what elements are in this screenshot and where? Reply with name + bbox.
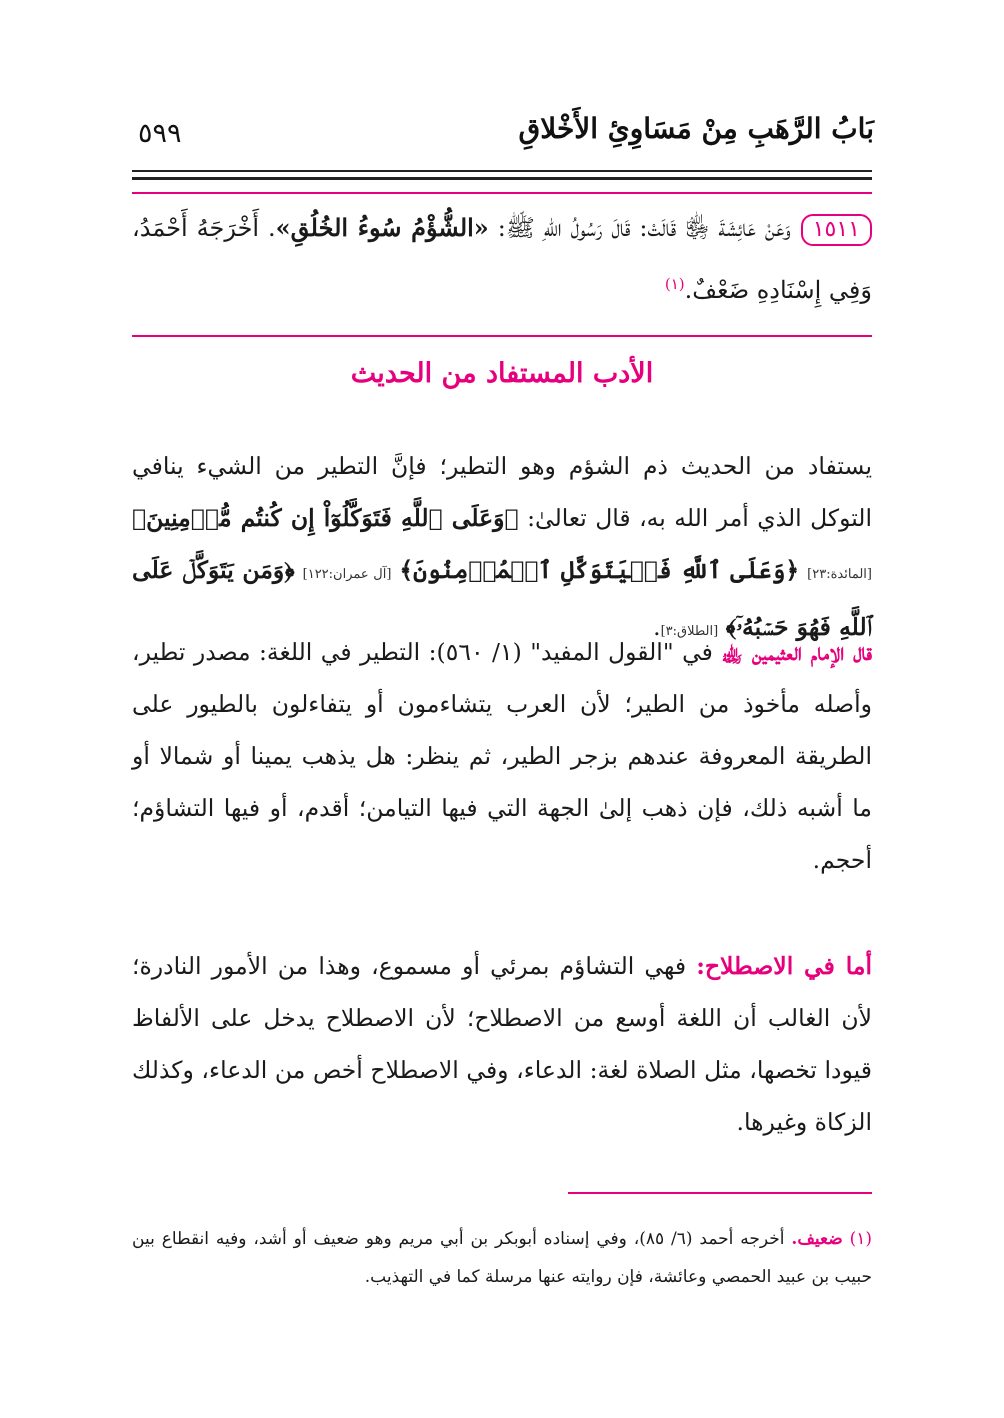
footnote-grade: ضعيف.: [791, 1229, 843, 1249]
paragraph-terminology-text: فهي التشاؤم بمرئي أو مسموع، وهذا من الأمور النادرة؛ لأن الغالب أن اللغة أوسع من الاصطلاح؛ لأن الاصطلاح يدخل على الألفاظ قيودا تخصها، مثل الصلاة لغة: الدعاء، وفي الاصطلاح أخص من الدعاء، وكذلك الزكاة وغيرها.: [132, 952, 872, 1136]
scholar-name: قال الإمام العثيمين ﵀: [721, 638, 872, 666]
quran-verse-2: ﴿وَعَلَى ٱللَّهِ فَلۡيَتَوَكَّلِ ٱلۡمُؤۡمِنُونَ﴾: [399, 556, 800, 584]
paragraph-end-dot: .: [653, 613, 661, 641]
terminology-lead: أما في الاصطلاح:: [696, 952, 872, 980]
footnote-text: أخرجه أحمد (٦/ ٨٥)، وفي إسناده أبوبكر بن أبي مريم وهو ضعيف أو أشد، وفيه انقطاع بين حبيب بن عبيد الحمصي وعائشة، فإن روايته عنها مرسلة كما في التهذيب.: [132, 1229, 872, 1287]
hadith-top-rule: [132, 192, 872, 194]
footnote-separator: [568, 1192, 872, 1194]
quran-verse-3: ﴿وَمَن يَتَوَكَّلۡ عَلَى ٱللَّهِ فَهُوَ حَسۡبُهُۥٓ﴾: [132, 556, 872, 641]
header-rule-thick: [132, 177, 872, 180]
section-heading: الأدب المستفاد من الحديث: [350, 358, 654, 389]
hadith-quote: «الشُّؤْمُ سُوءُ الخُلُقِ»: [275, 213, 489, 242]
quran-verse-1: ﴿وَعَلَى ٱللَّهِ فَتَوَكَّلُوٓاْ إِن كُنتُم مُّؤۡمِنِينَ﴾: [132, 504, 519, 532]
footnote: [132, 1220, 872, 1296]
paragraph-uthaymeen: [132, 626, 872, 886]
hadith-number-badge: ١٥١١: [801, 214, 872, 246]
paragraph-intro-text: يستفاد من الحديث ذم الشؤم وهو التطير؛ فإنَّ التطير من الشيء ينافي التوكل الذي أمر الله به، قال تعالىٰ:: [132, 452, 872, 532]
header-rule-thin: [132, 170, 872, 172]
hadith-bottom-rule: [132, 335, 872, 337]
footnote-marker[interactable]: (١): [664, 275, 685, 293]
paragraph-uthaymeen-text: في "القول المفيد" (١/ ٥٦٠): التطير في اللغة: مصدر تطير، وأصله مأخوذ من الطير؛ لأن العرب يتشاءمون أو يتفاءلون بالطيور على الطريقة المعروفة عندهم بزجر الطير، ثم ينظر: هل يذهب يمينا أو شمالا أو ما أشبه ذلك، فإن ذهب إلىٰ الجهة التي فيها التيامن؛ أقدم، أو فيها التشاؤم؛ أحجم.: [132, 638, 872, 874]
verse-reference-2: [آل عمران:١٢٢]: [302, 567, 392, 582]
hadith-source: . أَخْرَجَهُ أَحْمَدُ، وَفِي إِسْنَادِهِ ضَعْفٌ.: [132, 214, 872, 304]
verse-reference-3: [الطلاق:٣]: [660, 624, 719, 639]
verse-reference-1: [المائدة:٢٣]: [807, 567, 872, 582]
paragraph-terminology: [132, 940, 872, 1148]
hadith-intro: وَعَنْ عَائِشَةَ ﵂ قَالَتْ: قَالَ رَسُولُ اللهِ ﷺ:: [488, 214, 791, 242]
chapter-title: بَابُ الرَّهَبِ مِنْ مَسَاوِئِ الأَخْلاقِ: [518, 112, 874, 145]
page-number: ٥٩٩: [138, 118, 182, 149]
hadith-text: [132, 200, 872, 318]
footnote-number: (١): [849, 1229, 873, 1249]
